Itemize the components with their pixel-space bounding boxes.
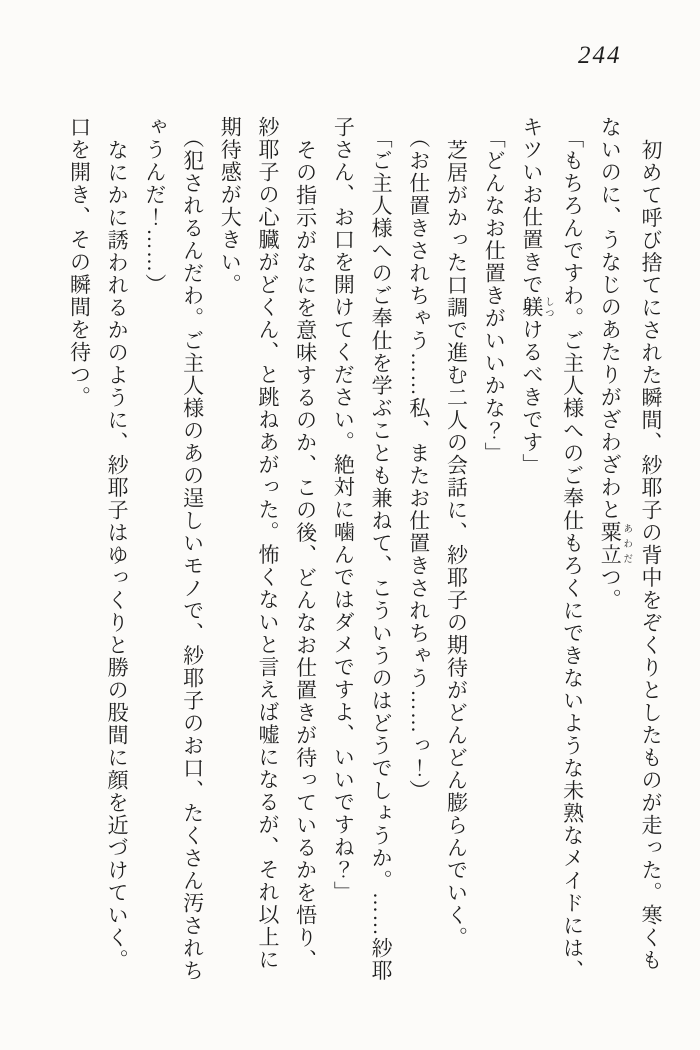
text-line-9: 子さん、お口を開けてください。絶対に噛んではダメですよ、いいですね？」 [331, 116, 356, 904]
furigana-ruby: 躾 しつ [519, 296, 553, 319]
text-line-3: 「もちろんですわ。ご主人様へのご奉仕もろくにできないような未熟なメイドには、 [560, 127, 585, 982]
text-line-11: 紗耶子の心臓がどくん、と跳ねあがった。怖くないと言えば嘘になるが、それ以上に [255, 116, 280, 971]
text-line-5: 「どんなお仕置きがいいかな？」 [482, 127, 507, 465]
furigana-ruby: 粟立 あわだ [598, 521, 632, 566]
text-line-2: ないのに、うなじのあたりがざわざわと粟立 あわだつ。 [598, 116, 632, 611]
text-line-6: 芝居がかった口調で進む二人の会話に、紗耶子の期待がどんどん膨らんでいく。 [444, 138, 469, 949]
text-line-8: 「ご主人様へのご奉仕を学ぶことも兼ねて、こういうのはどうでしょうか。……紗耶 [369, 127, 394, 982]
body-text-vertical [60, 116, 669, 996]
page-number: 244 [578, 42, 622, 69]
text-line-4: キツいお仕置きで躾 しつけるべきです」 [519, 116, 553, 476]
text-line-10: その指示がなにを意味するのか、この後、どんなお仕置きが待っているかを悟り、 [293, 138, 318, 971]
text-line-12: 期待感が大きい。 [218, 116, 243, 296]
text-line-15: なにかに誘われるかのように、紗耶子はゆっくりと勝の股間に顔を近づけていく。 [105, 138, 130, 971]
text-line-13: （犯されるんだわ。ご主人様のあの逞しいモノで、紗耶子のお口、たくさん汚されち [180, 127, 205, 982]
text-line-14: ゃうんだ！……） [142, 116, 167, 296]
text-line-7: （お仕置きされちゃう……私、またお仕置きされちゃう……っ！） [406, 127, 431, 802]
text-line-1: 初めて呼び捨てにされた瞬間、紗耶子の背中をぞくりとしたものが走った。寒くも [639, 138, 663, 971]
text-line-16: 口を開き、その瞬間を待つ。 [67, 116, 92, 409]
